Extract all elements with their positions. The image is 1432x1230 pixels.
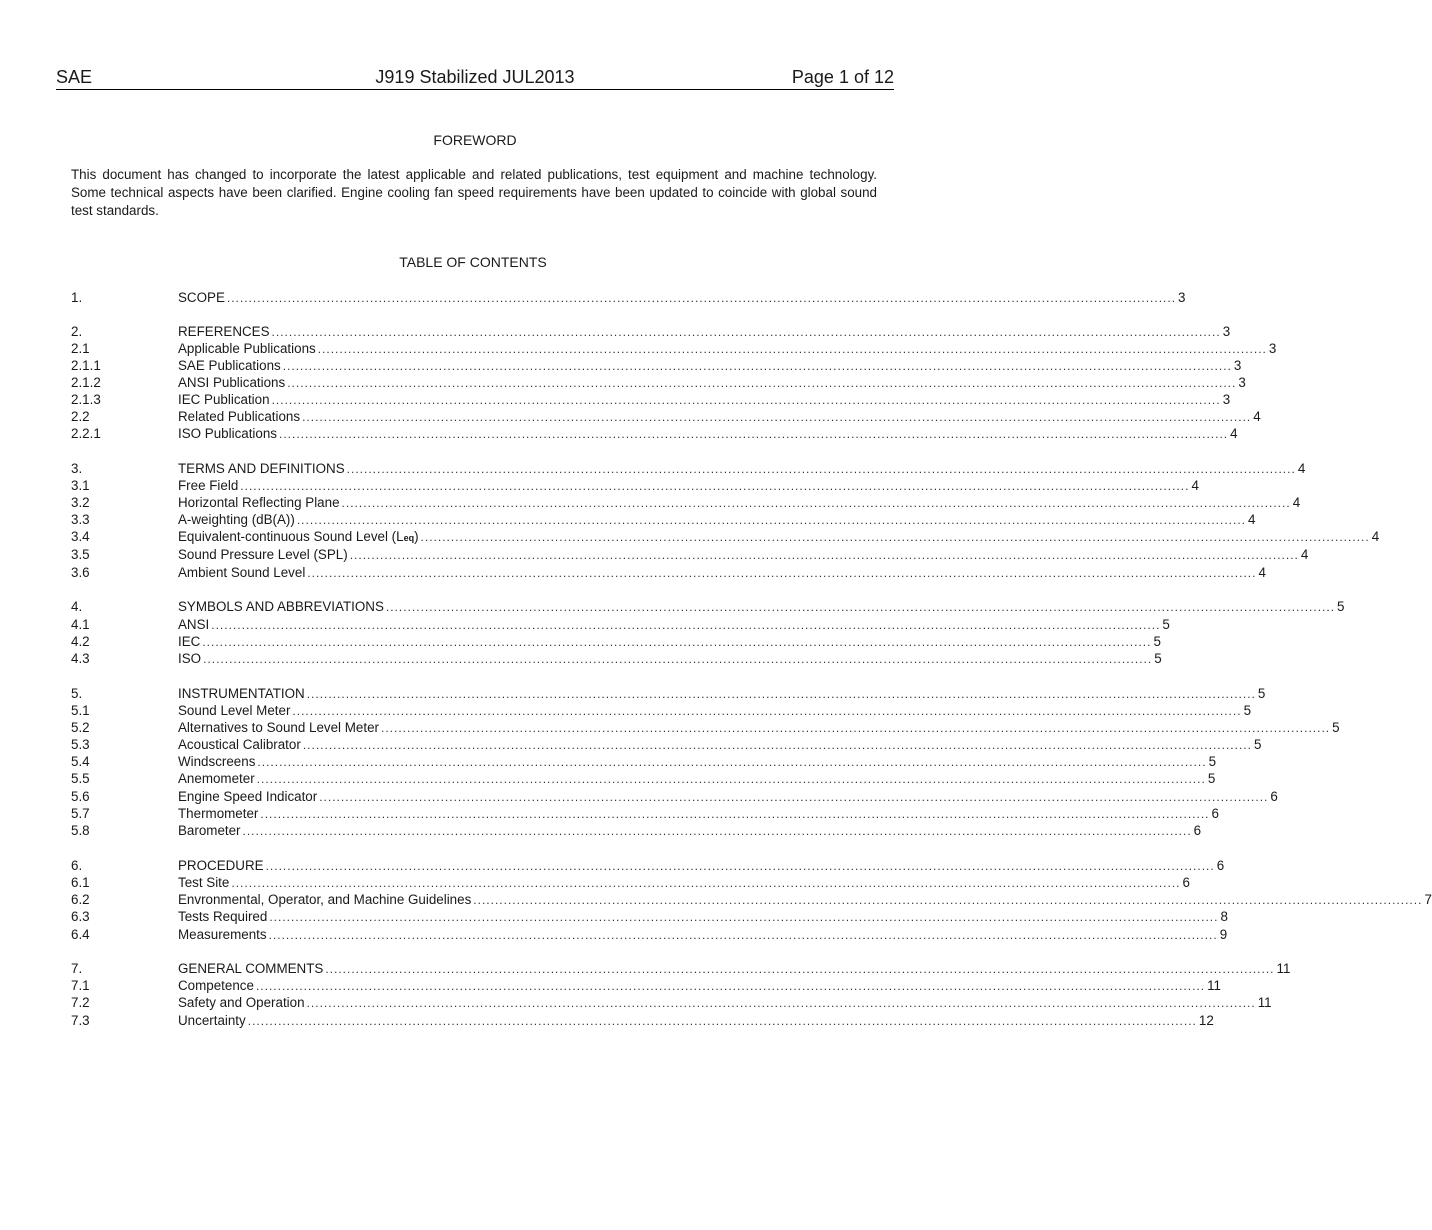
toc-entry-title: TERMS AND DEFINITIONS bbox=[178, 461, 345, 476]
toc-entry-number: 2.1.3 bbox=[71, 392, 101, 407]
toc-entry-number: 5.1 bbox=[71, 703, 90, 718]
toc-entry[interactable] bbox=[71, 528, 1380, 545]
toc-leader-dots: ........................................................................................................................................................................................................................... bbox=[255, 979, 1206, 993]
toc-entry-number: 5.8 bbox=[71, 823, 90, 838]
toc-entry-title: Uncertainty bbox=[178, 1013, 246, 1028]
toc-entry-number: 5. bbox=[71, 686, 83, 701]
toc-entry[interactable] bbox=[71, 564, 1266, 581]
toc-entry[interactable] bbox=[71, 460, 1306, 477]
toc-leader-dots: ........................................................................................................................................................................................................................... bbox=[307, 566, 1257, 580]
toc-entry[interactable] bbox=[71, 374, 1246, 391]
toc-entry[interactable] bbox=[71, 685, 1266, 702]
toc-entry-number: 6. bbox=[71, 858, 83, 873]
toc-entry-title: Envronmental, Operator, and Machine Guidelines bbox=[178, 892, 472, 907]
toc-leader-dots: ........................................................................................................................................................................................................................... bbox=[306, 687, 1256, 701]
toc-entry-title-text: Equivalent-continuous Sound Level (L bbox=[178, 529, 404, 544]
toc-entry-number: 1. bbox=[71, 290, 83, 305]
toc-entry-number: 3. bbox=[71, 461, 83, 476]
foreword-heading: FOREWORD bbox=[433, 132, 517, 148]
toc-entry-title: ANSI Publications bbox=[178, 375, 286, 390]
toc-leader-dots: ........................................................................................................................................................................................................................... bbox=[202, 635, 1152, 649]
toc-leader-dots: ........................................................................................................................................................................................................................... bbox=[260, 807, 1210, 821]
toc-entry-title: A-weighting (dB(A)) bbox=[178, 512, 295, 527]
toc-entry-page: 6 bbox=[1182, 875, 1190, 890]
toc-entry[interactable] bbox=[71, 788, 1278, 805]
toc-entry-number: 2.1 bbox=[71, 341, 90, 356]
toc-leader-dots: ........................................................................................................................................................................................................................... bbox=[317, 342, 1267, 356]
toc-entry-number: 4.3 bbox=[71, 651, 90, 666]
toc-entry[interactable] bbox=[71, 408, 1261, 425]
toc-entry-title: Free Field bbox=[178, 478, 239, 493]
toc-leader-dots: ........................................................................................................................................................................................................................... bbox=[226, 291, 1177, 305]
toc-entry-title: Ambient Sound Level bbox=[178, 565, 306, 580]
toc-entry-title: INSTRUMENTATION bbox=[178, 686, 305, 701]
toc-leader-dots: ........................................................................................................................................................................................................................... bbox=[279, 427, 1229, 441]
toc-entry-title bbox=[178, 528, 419, 547]
toc-entry-page: 4 bbox=[1258, 565, 1266, 580]
toc-leader-dots: ........................................................................................................................................................................................................................... bbox=[306, 996, 1256, 1010]
toc-entry[interactable] bbox=[71, 425, 1238, 442]
toc-entry-page: 5 bbox=[1207, 771, 1216, 786]
toc-leader-dots: ........................................................................................................................................................................................................................... bbox=[292, 704, 1242, 718]
toc-entry-number: 3.1 bbox=[71, 478, 90, 493]
toc-entry-number: 5.5 bbox=[71, 771, 90, 786]
toc-entry-title: IEC bbox=[178, 634, 201, 649]
toc-leader-dots: ........................................................................................................................................................................................................................... bbox=[231, 876, 1181, 890]
toc-entry[interactable] bbox=[71, 391, 1231, 408]
toc-entry-title: SAE Publications bbox=[178, 358, 281, 373]
toc-leader-dots: ........................................................................................................................................................................................................................... bbox=[319, 790, 1269, 804]
toc-entry-page: 3 bbox=[1233, 358, 1242, 373]
toc-entry-title: ISO bbox=[178, 651, 202, 666]
toc-leader-dots: ........................................................................................................................................................................................................................... bbox=[211, 618, 1161, 632]
toc-entry-number: 3.3 bbox=[71, 512, 90, 527]
toc-entry[interactable] bbox=[71, 994, 1272, 1011]
toc-leader-dots: ........................................................................................................................................................................................................................... bbox=[257, 755, 1207, 769]
toc-entry-title: PROCEDURE bbox=[178, 858, 264, 873]
toc-entry[interactable] bbox=[71, 357, 1242, 374]
toc-heading: TABLE OF CONTENTS bbox=[399, 254, 547, 270]
toc-entry[interactable] bbox=[71, 650, 1162, 667]
toc-entry-page: 3 bbox=[1268, 341, 1277, 356]
toc-entry-page: 4 bbox=[1371, 529, 1380, 544]
toc-entry-title: Safety and Operation bbox=[178, 995, 305, 1010]
toc-entry[interactable] bbox=[71, 891, 1432, 908]
toc-leader-dots: ........................................................................................................................................................................................................................... bbox=[203, 652, 1153, 666]
toc-entry-number: 2.1.1 bbox=[71, 358, 101, 373]
toc-entry[interactable] bbox=[71, 633, 1161, 650]
toc-entry-title: Sound Pressure Level (SPL) bbox=[178, 547, 348, 562]
header-document-id: J919 Stabilized JUL2013 bbox=[375, 67, 575, 87]
toc-entry-title: Anemometer bbox=[178, 771, 255, 786]
toc-entry-page: 5 bbox=[1332, 720, 1340, 735]
toc-entry-number: 3.6 bbox=[71, 565, 90, 580]
toc-entry-page: 3 bbox=[1222, 392, 1231, 407]
toc-leader-dots: ........................................................................................................................................................................................................................... bbox=[296, 513, 1246, 527]
toc-leader-dots: ........................................................................................................................................................................................................................... bbox=[271, 325, 1221, 339]
toc-entry[interactable] bbox=[71, 805, 1219, 822]
toc-entry-title: SYMBOLS AND ABBREVIATIONS bbox=[178, 599, 384, 614]
header-org: SAE bbox=[56, 67, 93, 87]
toc-entry-number: 4.1 bbox=[71, 617, 90, 632]
toc-entry[interactable] bbox=[71, 546, 1309, 563]
toc-entry-title: SCOPE bbox=[178, 290, 225, 305]
toc-leader-dots: ........................................................................................................................................................................................................................... bbox=[271, 393, 1221, 407]
toc-entry-title: REFERENCES bbox=[178, 324, 270, 339]
toc-entry-page: 5 bbox=[1337, 599, 1345, 614]
toc-entry-number: 7.3 bbox=[71, 1013, 90, 1028]
toc-leader-dots: ........................................................................................................................................................................................................................... bbox=[240, 479, 1190, 493]
toc-entry-title: Test Site bbox=[178, 875, 230, 890]
toc-leader-dots: ........................................................................................................................................................................................................................... bbox=[268, 928, 1218, 942]
toc-entry-page: 4 bbox=[1300, 547, 1309, 562]
toc-entry-page: 11 bbox=[1207, 978, 1221, 993]
toc-entry-title: Sound Level Meter bbox=[178, 703, 291, 718]
toc-leader-dots: ........................................................................................................................................................................................................................... bbox=[302, 738, 1252, 752]
toc-entry-number: 5.6 bbox=[71, 789, 90, 804]
toc-entry-title: Applicable Publications bbox=[178, 341, 316, 356]
toc-entry[interactable] bbox=[71, 289, 1186, 306]
toc-entry-page: 9 bbox=[1219, 927, 1228, 942]
toc-entry-page: 6 bbox=[1216, 858, 1225, 873]
toc-entry-number: 3.5 bbox=[71, 547, 90, 562]
toc-entry[interactable] bbox=[71, 598, 1345, 615]
header-page-number: Page 1 of 12 bbox=[791, 67, 894, 87]
toc-entry-page: 3 bbox=[1222, 324, 1231, 339]
toc-entry-number: 2.2.1 bbox=[71, 426, 101, 441]
toc-leader-dots: ........................................................................................................................................................................................................................... bbox=[242, 824, 1192, 838]
toc-entry[interactable] bbox=[71, 616, 1170, 633]
toc-entry-title: ISO Publications bbox=[178, 426, 277, 441]
toc-entry-page: 4 bbox=[1292, 495, 1301, 510]
toc-entry-number: 5.3 bbox=[71, 737, 90, 752]
toc-entry-title: Engine Speed Indicator bbox=[178, 789, 318, 804]
toc-entry-page: 11 bbox=[1257, 995, 1272, 1010]
toc-entry-page: 4 bbox=[1230, 426, 1238, 441]
toc-entry-number: 6.4 bbox=[71, 927, 90, 942]
toc-entry-page: 6 bbox=[1270, 789, 1278, 804]
toc-entry-title: Acoustical Calibrator bbox=[178, 737, 301, 752]
toc-entry-page: 8 bbox=[1220, 909, 1228, 924]
toc-entry-number: 6.3 bbox=[71, 909, 90, 924]
toc-entry-title: GENERAL COMMENTS bbox=[178, 961, 324, 976]
toc-entry-number: 3.2 bbox=[71, 495, 90, 510]
toc-entry-page: 5 bbox=[1153, 634, 1161, 649]
toc-entry-title: Related Publications bbox=[178, 409, 301, 424]
toc-leader-dots: ........................................................................................................................................................................................................................... bbox=[473, 893, 1423, 907]
toc-entry-title: Horizontal Reflecting Plane bbox=[178, 495, 340, 510]
toc-leader-dots: ........................................................................................................................................................................................................................... bbox=[385, 600, 1336, 614]
toc-leader-dots: ........................................................................................................................................................................................................................... bbox=[420, 530, 1370, 544]
toc-entry-number: 2.1.2 bbox=[71, 375, 101, 390]
foreword-paragraph: This document has changed to incorporate the latest applicable and related publications, test equipment and machine technology. Some technical aspects have been clarified. Engine cooling fan speed requirements have been updated to coincide with global sound test standards. bbox=[71, 167, 877, 218]
toc-entry[interactable] bbox=[71, 926, 1228, 943]
toc-entry-title: Thermometer bbox=[178, 806, 259, 821]
toc-entry-number: 5.7 bbox=[71, 806, 90, 821]
toc-entry-page: 5 bbox=[1154, 651, 1162, 666]
toc-entry-number: 3.4 bbox=[71, 529, 90, 544]
toc-entry[interactable] bbox=[71, 323, 1231, 340]
toc-entry-page: 4 bbox=[1248, 512, 1256, 527]
toc-entry-number: 4. bbox=[71, 599, 83, 614]
toc-entry[interactable] bbox=[71, 770, 1216, 787]
toc-entry[interactable] bbox=[71, 340, 1277, 357]
toc-entry[interactable] bbox=[71, 977, 1221, 994]
toc-entry-title: Windscreens bbox=[178, 754, 256, 769]
toc-entry-page: 12 bbox=[1198, 1013, 1214, 1028]
toc-entry[interactable] bbox=[71, 1012, 1214, 1029]
toc-entry-number: 5.2 bbox=[71, 720, 90, 735]
toc-entry-number: 7. bbox=[71, 961, 83, 976]
toc-entry-page: 5 bbox=[1208, 754, 1217, 769]
toc-entry-page: 3 bbox=[1238, 375, 1246, 390]
toc-entry-number: 6.2 bbox=[71, 892, 90, 907]
toc-entry-number: 4.2 bbox=[71, 634, 90, 649]
toc-entry[interactable] bbox=[71, 719, 1340, 736]
toc-leader-dots: ........................................................................................................................................................................................................................... bbox=[265, 859, 1215, 873]
toc-entry-title: Barometer bbox=[178, 823, 241, 838]
toc-entry-page: 3 bbox=[1178, 290, 1186, 305]
toc-entry-page: 11 bbox=[1276, 961, 1291, 976]
toc-entry-number: 6.1 bbox=[71, 875, 90, 890]
page-header bbox=[56, 67, 894, 90]
toc-entry-title-subscript: eq bbox=[403, 533, 415, 543]
toc-entry-page: 5 bbox=[1257, 686, 1266, 701]
toc-entry-page: 6 bbox=[1211, 806, 1219, 821]
toc-entry-page: 5 bbox=[1243, 703, 1252, 718]
toc-leader-dots: ........................................................................................................................................................................................................................... bbox=[282, 359, 1232, 373]
toc-entry-title-closing: ) bbox=[414, 529, 419, 544]
toc-entry-number: 2.2 bbox=[71, 409, 90, 424]
toc-entry-page: 4 bbox=[1297, 461, 1306, 476]
toc-entry-page: 6 bbox=[1193, 823, 1202, 838]
toc-entry-page: 4 bbox=[1191, 478, 1199, 493]
toc-entry-title: IEC Publication bbox=[178, 392, 270, 407]
toc-entry[interactable] bbox=[71, 753, 1217, 770]
toc-leader-dots: ........................................................................................................................................................................................................................... bbox=[341, 496, 1291, 510]
toc-entry-number: 2. bbox=[71, 324, 83, 339]
toc-leader-dots: ........................................................................................................................................................................................................................... bbox=[325, 962, 1275, 976]
toc-entry[interactable] bbox=[71, 857, 1225, 874]
toc-entry-number: 7.1 bbox=[71, 978, 90, 993]
toc-leader-dots: ........................................................................................................................................................................................................................... bbox=[349, 548, 1299, 562]
toc-entry-number: 7.2 bbox=[71, 995, 90, 1010]
toc-entry[interactable] bbox=[71, 822, 1202, 839]
toc-entry[interactable] bbox=[71, 908, 1228, 925]
toc-entry[interactable] bbox=[71, 477, 1199, 494]
toc-entry[interactable] bbox=[71, 736, 1262, 753]
toc-entry[interactable] bbox=[71, 494, 1301, 511]
toc-entry-title: Tests Required bbox=[178, 909, 268, 924]
toc-entry-page: 4 bbox=[1253, 409, 1261, 424]
toc-entry-page: 5 bbox=[1253, 737, 1262, 752]
toc-entry[interactable] bbox=[71, 702, 1252, 719]
toc-entry-title: ANSI bbox=[178, 617, 210, 632]
toc-entry-title: Competence bbox=[178, 978, 254, 993]
toc-leader-dots: ........................................................................................................................................................................................................................... bbox=[380, 721, 1331, 735]
toc-leader-dots: ........................................................................................................................................................................................................................... bbox=[346, 462, 1296, 476]
toc-leader-dots: ........................................................................................................................................................................................................................... bbox=[287, 376, 1237, 390]
toc-entry-page: 7 bbox=[1424, 892, 1432, 907]
toc-leader-dots: ........................................................................................................................................................................................................................... bbox=[269, 910, 1219, 924]
toc-leader-dots: ........................................................................................................................................................................................................................... bbox=[256, 772, 1206, 786]
toc-entry[interactable] bbox=[71, 511, 1256, 528]
toc-entry-number: 5.4 bbox=[71, 754, 90, 769]
toc-entry-title: Measurements bbox=[178, 927, 267, 942]
toc-leader-dots: ........................................................................................................................................................................................................................... bbox=[302, 410, 1252, 424]
toc-entry[interactable] bbox=[71, 960, 1291, 977]
toc-leader-dots: ........................................................................................................................................................................................................................... bbox=[247, 1014, 1197, 1028]
toc-entry[interactable] bbox=[71, 874, 1190, 891]
toc-entry-title: Alternatives to Sound Level Meter bbox=[178, 720, 379, 735]
toc-entry-page: 5 bbox=[1162, 617, 1170, 632]
